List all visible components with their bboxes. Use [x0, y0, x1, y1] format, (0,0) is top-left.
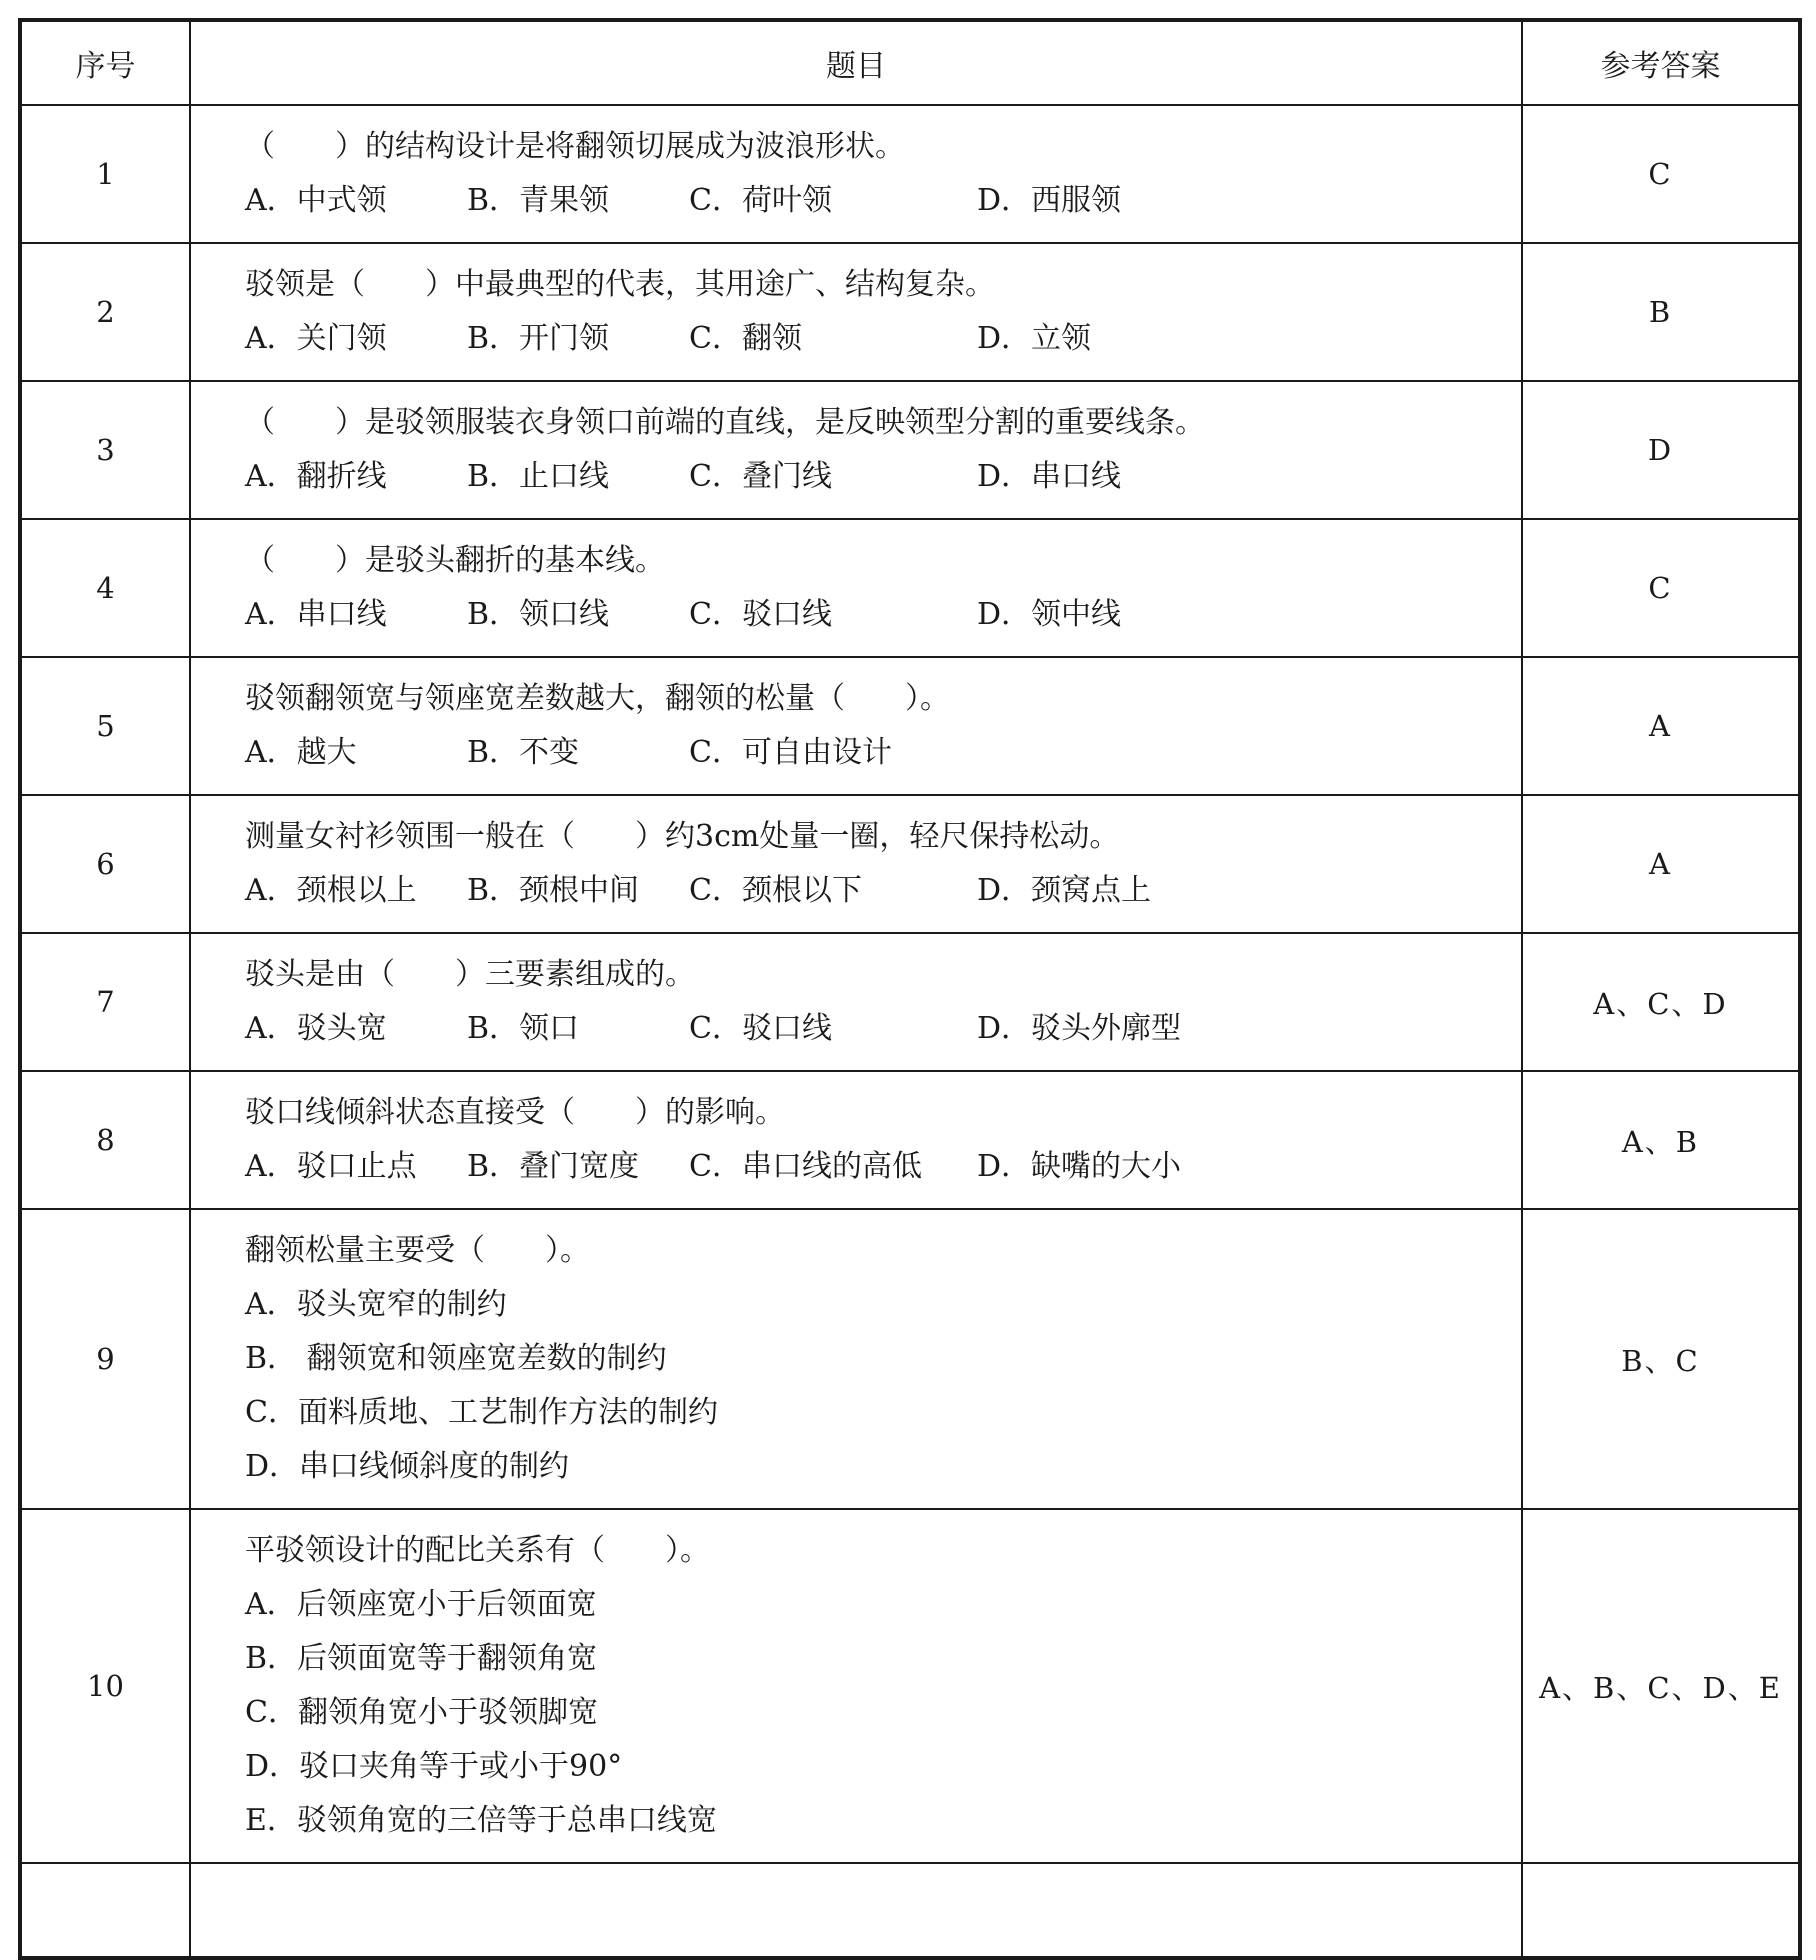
options-line: [245, 726, 1511, 780]
question-stem: （ ）是驳头翻折的基本线。: [245, 543, 665, 578]
option-b: B．止口线: [467, 459, 610, 494]
option-a: A．翻折线: [245, 459, 387, 494]
answer-cell: A: [1522, 657, 1800, 795]
table-row: [20, 243, 1800, 381]
answer-cell: B: [1522, 243, 1800, 381]
answer-cell: A、B: [1522, 1071, 1800, 1209]
option-d: D．驳口夹角等于或小于90°: [245, 1749, 623, 1784]
option-b: B．后领面宽等于翻领角宽: [245, 1641, 598, 1676]
option-d: D．串口线: [977, 459, 1122, 494]
answer-cell: C: [1522, 105, 1800, 243]
row-number: 2: [20, 243, 190, 381]
option-c: C．串口线的高低: [689, 1149, 922, 1184]
option-c: C．驳口线: [689, 1011, 832, 1046]
option-b: B．颈根中间: [467, 873, 640, 908]
question-stem: 测量女衬衫领围一般在（ ）约3cm处量一圈，轻尺保持松动。: [245, 819, 1120, 854]
options-line: [245, 1140, 1511, 1194]
question-stem: 翻领松量主要受（ ）。: [245, 1233, 590, 1268]
option-c: C．荷叶领: [689, 183, 832, 218]
row-number: 8: [20, 1071, 190, 1209]
answer-table: [18, 18, 1802, 1960]
answer-cell: D: [1522, 381, 1800, 519]
row-number: 9: [20, 1209, 190, 1509]
table-row: [20, 1071, 1800, 1209]
option-a: A．关门领: [245, 321, 387, 356]
row-number: 4: [20, 519, 190, 657]
row-number: 10: [20, 1509, 190, 1863]
options-line: [245, 450, 1511, 504]
options-line: [245, 588, 1511, 642]
question-cell: [190, 105, 1522, 243]
question-cell: [190, 1071, 1522, 1209]
empty-cell: [1522, 1863, 1800, 1958]
question-cell: [190, 1209, 1522, 1509]
table-row: [20, 1209, 1800, 1509]
option-d: D．串口线倾斜度的制约: [245, 1449, 570, 1484]
question-stem: 平驳领设计的配比关系有（ ）。: [245, 1533, 710, 1568]
row-number: 5: [20, 657, 190, 795]
option-a: A．后领座宽小于后领面宽: [245, 1587, 597, 1622]
option-a: A．串口线: [245, 597, 387, 632]
option-a: A．驳口止点: [245, 1149, 417, 1184]
question-stem: 驳头是由（ ）三要素组成的。: [245, 957, 695, 992]
option-c: C．翻领: [689, 321, 802, 356]
question-stem: 驳领翻领宽与领座宽差数越大，翻领的松量（ ）。: [245, 681, 950, 716]
header-row: [20, 20, 1800, 105]
option-e: E．驳领角宽的三倍等于总串口线宽: [245, 1803, 717, 1838]
table-row: [20, 519, 1800, 657]
options-line: [245, 864, 1511, 918]
table-row: [20, 105, 1800, 243]
option-c: C．翻领角宽小于驳领脚宽: [245, 1695, 598, 1730]
option-a: A．驳头宽: [245, 1011, 387, 1046]
option-a: A．颈根以上: [245, 873, 417, 908]
empty-row: [20, 1863, 1800, 1958]
empty-cell: [190, 1863, 1522, 1958]
options-line: [245, 174, 1511, 228]
option-b: B． 翻领宽和领座宽差数的制约: [245, 1341, 667, 1376]
option-d: D．西服领: [977, 183, 1122, 218]
header-question: 题目: [190, 20, 1522, 105]
answer-cell: A、B、C、D、E: [1522, 1509, 1800, 1863]
options-line: [245, 1002, 1511, 1056]
question-stem: （ ）的结构设计是将翻领切展成为波浪形状。: [245, 129, 905, 164]
empty-cell: [20, 1863, 190, 1958]
option-a: A．中式领: [245, 183, 387, 218]
option-c: C．面料质地、工艺制作方法的制约: [245, 1395, 718, 1430]
question-cell: [190, 657, 1522, 795]
table-row: [20, 1509, 1800, 1863]
answer-cell: B、C: [1522, 1209, 1800, 1509]
option-c: C．驳口线: [689, 597, 832, 632]
table-row: [20, 795, 1800, 933]
answer-cell: A、C、D: [1522, 933, 1800, 1071]
row-number: 6: [20, 795, 190, 933]
option-c: C．可自由设计: [689, 735, 892, 770]
option-a: A．驳头宽窄的制约: [245, 1287, 507, 1322]
option-a: A．越大: [245, 735, 357, 770]
row-number: 7: [20, 933, 190, 1071]
option-d: D．驳头外廓型: [977, 1011, 1182, 1046]
question-cell: [190, 381, 1522, 519]
table-row: [20, 381, 1800, 519]
question-cell: [190, 933, 1522, 1071]
header-answer: 参考答案: [1522, 20, 1800, 105]
question-stem: 驳口线倾斜状态直接受（ ）的影响。: [245, 1095, 785, 1130]
option-d: D．立领: [977, 321, 1092, 356]
table-row: [20, 657, 1800, 795]
question-cell: [190, 519, 1522, 657]
options-line: [245, 312, 1511, 366]
option-b: B．开门领: [467, 321, 610, 356]
option-c: C．颈根以下: [689, 873, 862, 908]
table-row: [20, 933, 1800, 1071]
option-b: B．不变: [467, 735, 580, 770]
row-number: 1: [20, 105, 190, 243]
question-cell: [190, 243, 1522, 381]
option-b: B．青果领: [467, 183, 610, 218]
header-num: 序号: [20, 20, 190, 105]
answer-cell: A: [1522, 795, 1800, 933]
question-cell: [190, 795, 1522, 933]
question-stem: （ ）是驳领服装衣身领口前端的直线，是反映领型分割的重要线条。: [245, 405, 1205, 440]
option-d: D．颈窝点上: [977, 873, 1152, 908]
option-d: D．缺嘴的大小: [977, 1149, 1182, 1184]
question-cell: [190, 1509, 1522, 1863]
option-b: B．领口: [467, 1011, 580, 1046]
option-c: C．叠门线: [689, 459, 832, 494]
answer-cell: C: [1522, 519, 1800, 657]
option-b: B．叠门宽度: [467, 1149, 640, 1184]
question-stem: 驳领是（ ）中最典型的代表，其用途广、结构复杂。: [245, 267, 995, 302]
option-d: D．领中线: [977, 597, 1122, 632]
option-b: B．领口线: [467, 597, 610, 632]
row-number: 3: [20, 381, 190, 519]
